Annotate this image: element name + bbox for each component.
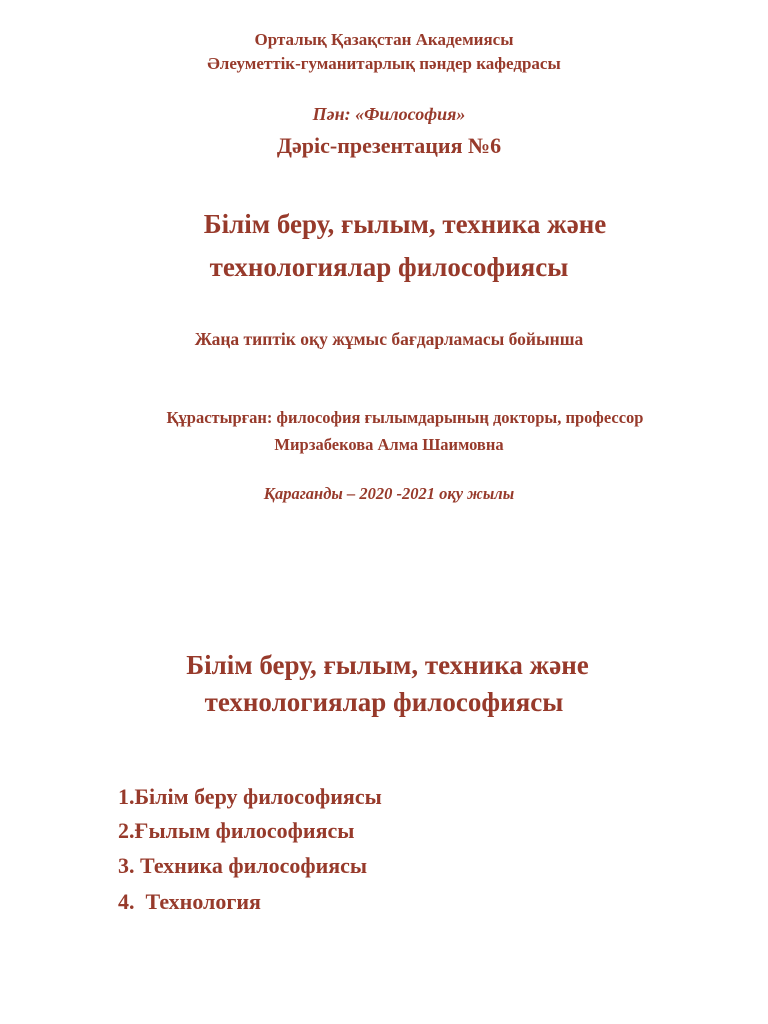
contents-item: 4. Технология [118,889,261,914]
department-name: Әлеуметтік-гуманитарлық пәндер кафедрасы [207,54,561,73]
title-line-1: Білім беру, ғылым, техника және [203,209,607,239]
subject-label: Пән: «Философия» [312,104,466,124]
program-note: Жаңа типтік оқу жұмыс бағдарламасы бойынша [194,329,584,349]
lecture-number: Дәріс-презентация №6 [276,133,502,158]
contents-item: 2.Ғылым философиясы [118,818,355,843]
contents-item: 1.Білім беру философиясы [118,784,382,809]
place-and-year: Қараганды – 2020 -2021 оқу жылы [263,484,515,503]
institution-name: Орталық Қазақстан Академиясы [254,30,514,49]
contents-title-line-1: Білім беру, ғылым, техника және [186,650,589,680]
contents-item: 3. Техника философиясы [118,853,368,878]
title-line-2: технологиялар философиясы [209,252,569,282]
contents-title-line-2: технологиялар философиясы [204,687,564,717]
author-name: Мирзабекова Алма Шаимовна [274,435,504,454]
compiler-line: Құрастырған: философия ғылымдарының докторы, профессор [166,408,644,427]
